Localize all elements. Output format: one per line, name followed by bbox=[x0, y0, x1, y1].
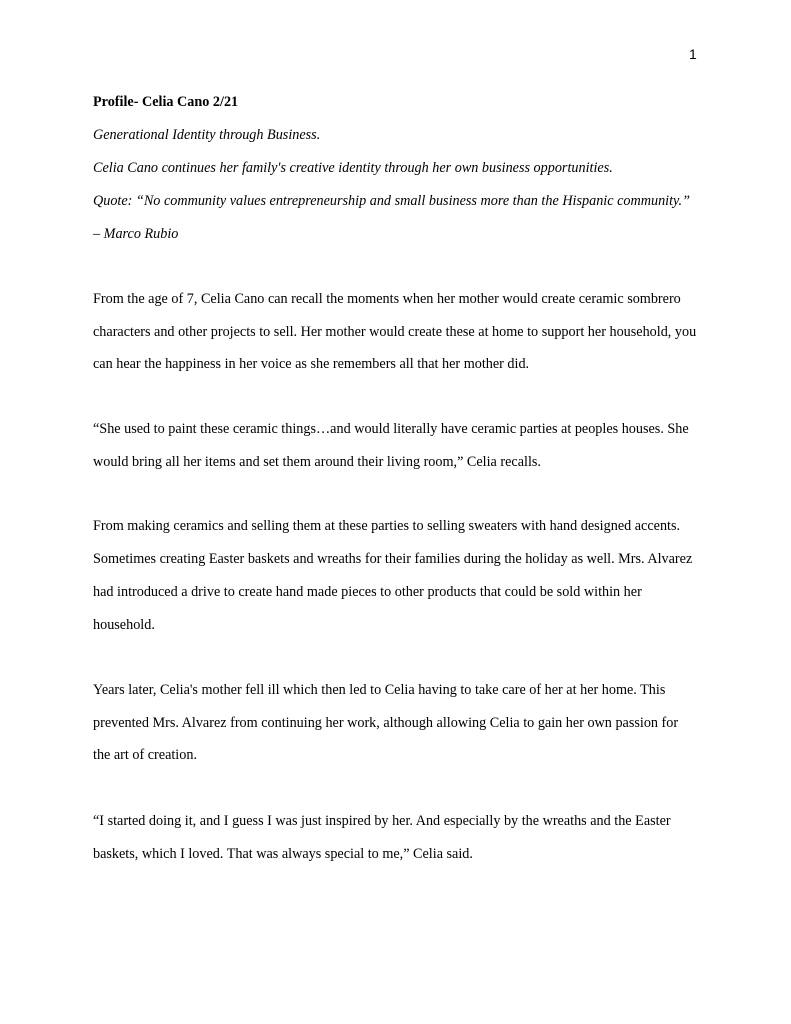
headline: Generational Identity through Business. bbox=[93, 127, 321, 143]
paragraph-line: the art of creation. bbox=[93, 747, 197, 763]
paragraph-line: Years later, Celia's mother fell ill which then led to Celia having to take care of her at her home. This bbox=[93, 682, 666, 698]
paragraph-line: had introduced a drive to create hand made pieces to other products that could be sold within her bbox=[93, 584, 642, 600]
paragraph-line: From the age of 7, Celia Cano can recall the moments when her mother would create ceramic sombrero bbox=[93, 291, 681, 307]
paragraph-line: prevented Mrs. Alvarez from continuing her work, although allowing Celia to gain her own passion for bbox=[93, 715, 679, 731]
document-title: Profile- Celia Cano 2/21 bbox=[93, 94, 239, 110]
paragraph-line: “She used to paint these ceramic things…and would literally have ceramic parties at peoples houses. She bbox=[93, 421, 689, 437]
paragraph-line: can hear the happiness in her voice as she remembers all that her mother did. bbox=[93, 356, 530, 372]
paragraph-line: characters and other projects to sell. Her mother would create these at home to support her household, you bbox=[93, 324, 697, 340]
quote-attribution: – Marco Rubio bbox=[93, 226, 179, 242]
paragraph-line: baskets, which I loved. That was always special to me,” Celia said. bbox=[93, 846, 473, 862]
paragraph-line: “I started doing it, and I guess I was just inspired by her. And especially by the wreaths and the Easter bbox=[93, 813, 671, 829]
paragraph-line: household. bbox=[93, 617, 155, 633]
paragraph-line: Sometimes creating Easter baskets and wreaths for their families during the holiday as well. Mrs. Alvarez bbox=[93, 551, 693, 567]
subheadline: Celia Cano continues her family's creative identity through her own business opportunities. bbox=[93, 160, 613, 176]
paragraph-line: From making ceramics and selling them at these parties to selling sweaters with hand designed accents. bbox=[93, 518, 681, 534]
paragraph-line: would bring all her items and set them around their living room,” Celia recalls. bbox=[93, 454, 541, 470]
page-number: 1 bbox=[689, 46, 697, 62]
quote: Quote: “No community values entrepreneurship and small business more than the Hispanic community.” bbox=[93, 193, 690, 209]
